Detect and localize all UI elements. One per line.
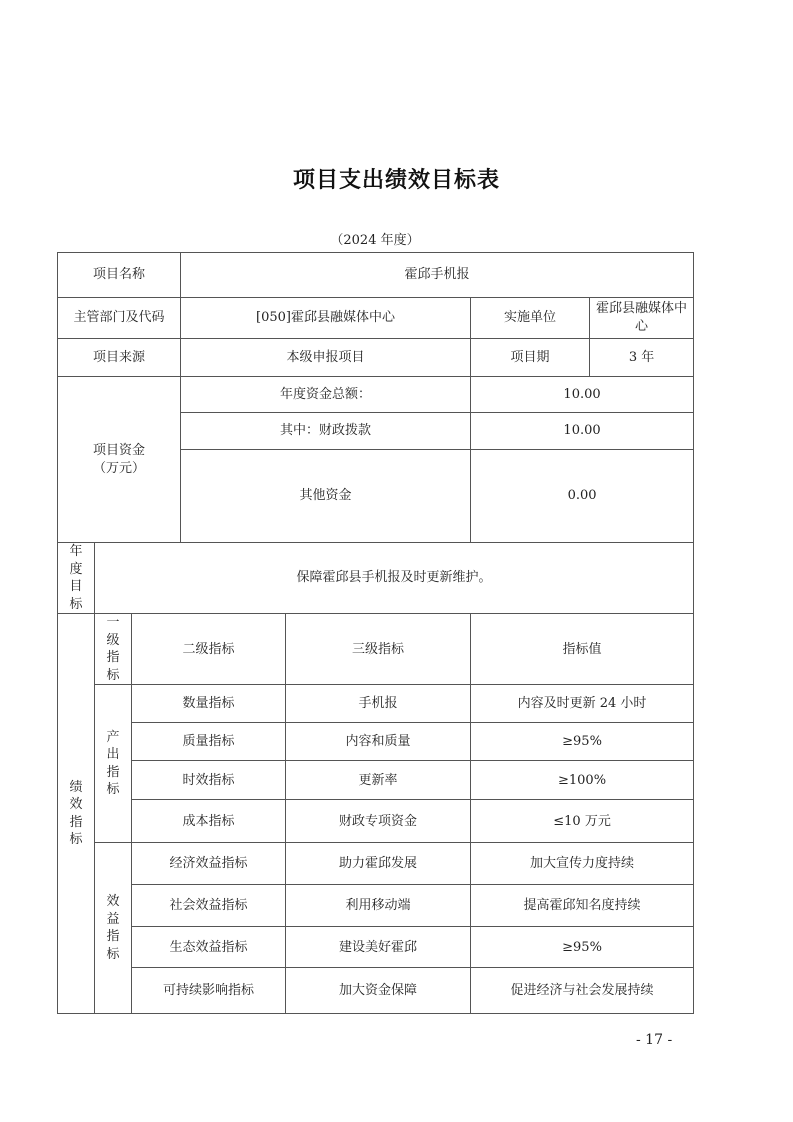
label-char: 指 [106,929,120,945]
project-name-row [58,253,694,298]
level3-cell: 更新率 [286,761,471,800]
funds-row [58,377,694,413]
label-char: 绩 [69,779,83,795]
level3-cell: 建设美好霍邱 [286,927,471,968]
level2-cell: 数量指标 [132,685,286,723]
level1-header [95,614,132,685]
department-value: [050]霍邱县融媒体中心 [181,298,471,339]
implementing-unit-label: 实施单位 [471,298,590,339]
level3-cell: 加大资金保障 [286,968,471,1014]
performance-target-table [57,252,694,1014]
value-cell: ≥95% [471,723,694,761]
funds-label [58,377,181,543]
annual-goal-text: 保障霍邱县手机报及时更新维护。 [95,543,694,614]
project-name-value: 霍邱手机报 [181,253,694,298]
value-cell: ≥95% [471,927,694,968]
label-char: 标 [69,596,83,612]
value-header: 指标值 [471,614,694,685]
funds-label-line2: （万元） [93,460,146,476]
label-char: 标 [106,782,120,798]
performance-indicator-label [58,614,95,1014]
level2-cell: 可持续影响指标 [132,968,286,1014]
page-number: - 17 - [636,1032,673,1048]
label-char: 级 [106,632,120,648]
department-row [58,298,694,339]
level3-cell: 内容和质量 [286,723,471,761]
label-char: 益 [106,911,120,927]
label-char: 一 [106,615,120,631]
level3-cell: 财政专项资金 [286,800,471,843]
label-char: 目 [69,579,83,595]
indicator-row [58,843,694,885]
label-char: 效 [69,797,83,813]
annual-goal-row [58,543,694,614]
project-name-label: 项目名称 [58,253,181,298]
period-label: 项目期 [471,339,590,377]
source-value: 本级申报项目 [181,339,471,377]
label-char: 标 [69,832,83,848]
label-char: 指 [106,764,120,780]
value-cell: 加大宣传力度持续 [471,843,694,885]
source-label: 项目来源 [58,339,181,377]
label-char: 标 [106,946,120,962]
value-cell: 促进经济与社会发展持续 [471,968,694,1014]
funds-item-label: 其中：财政拨款 [181,413,471,450]
value-cell: 内容及时更新 24 小时 [471,685,694,723]
indicator-row [58,927,694,968]
indicator-header-row [58,614,694,685]
indicator-row [58,968,694,1014]
level2-cell: 成本指标 [132,800,286,843]
value-cell: ≤10 万元 [471,800,694,843]
benefit-indicator-label [95,843,132,1014]
level2-cell: 经济效益指标 [132,843,286,885]
label-char: 效 [106,894,120,910]
document-title: 项目支出绩效目标表 [292,168,500,193]
label-char: 年 [69,544,83,559]
level2-header: 二级指标 [132,614,286,685]
label-char: 出 [106,747,120,763]
label-char: 度 [69,561,83,577]
label-char: 产 [106,729,120,745]
funds-item-value: 0.00 [471,450,694,543]
indicator-row [58,761,694,800]
indicator-row [58,685,694,723]
indicator-row [58,800,694,843]
level3-header: 三级指标 [286,614,471,685]
indicator-row [58,723,694,761]
implementing-unit-value: 霍邱县融媒体中心 [590,298,694,339]
funds-item-label: 其他资金 [181,450,471,543]
indicator-row [58,885,694,927]
level2-cell: 社会效益指标 [132,885,286,927]
label-char: 标 [106,667,120,683]
level3-cell: 助力霍邱发展 [286,843,471,885]
value-cell: 提高霍邱知名度持续 [471,885,694,927]
level3-cell: 手机报 [286,685,471,723]
level2-cell: 时效指标 [132,761,286,800]
label-char: 指 [69,814,83,830]
funds-item-label: 年度资金总额： [181,377,471,413]
level2-cell: 生态效益指标 [132,927,286,968]
annual-goal-label [58,543,95,614]
level2-cell: 质量指标 [132,723,286,761]
output-indicator-label [95,685,132,843]
fiscal-year-label: （2024 年度） [330,233,420,248]
period-value: 3 年 [590,339,694,377]
funds-label-line1: 项目资金 [93,442,146,458]
funds-item-value: 10.00 [471,377,694,413]
value-cell: ≥100% [471,761,694,800]
level3-cell: 利用移动端 [286,885,471,927]
source-row [58,339,694,377]
department-label: 主管部门及代码 [58,298,181,339]
label-char: 指 [106,650,120,666]
funds-item-value: 10.00 [471,413,694,450]
